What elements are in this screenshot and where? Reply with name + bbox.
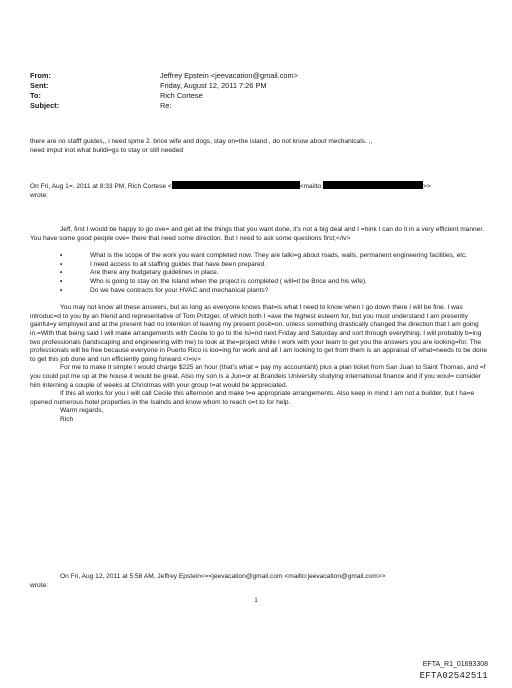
quote-mailto: <mailto: [299, 183, 323, 190]
list-item [30, 252, 488, 261]
quote-wrote: wrote: [30, 191, 48, 199]
page-number: 1 [254, 598, 258, 604]
quote-2-wrote: wrote: [30, 581, 48, 589]
quote-suffix: >> [423, 183, 431, 190]
efta-id-large: EFTA02542511 [419, 671, 488, 681]
efta-id-small: EFTA_R1_01693308 [422, 661, 488, 668]
quote-header-1 [30, 181, 488, 200]
redaction-bar [323, 181, 423, 189]
signature-name: Rich [60, 415, 74, 423]
list-item [30, 287, 488, 296]
quote-header-1-line [30, 181, 488, 192]
bullet-icon: • [60, 260, 63, 268]
from-label: From: [30, 71, 51, 80]
from-value: Jeffrey Epstein <jeevacation@gmail.com> [160, 71, 299, 80]
list-item-text: Do we have contracts for your HVAC and mechanical plants? [90, 286, 269, 294]
subject-value: Re: [160, 101, 172, 110]
list-item [30, 278, 488, 287]
reply-line-1: there are no stafff guides,, i need spme 2. brice wife and dogs, stay on=the island , do not know about mechanicals. ,, [30, 138, 373, 145]
list-item-text: Who is going to stay on the Island when the project is completed ( will=it be Brice and his wife). [90, 277, 367, 285]
quote-2-line: On Fri, Aug 12, 2011 at 5:58 AM, Jeffrey Epstein<=<jeevacation@gmail.com <mailto:jeevacation@gmail.com>> [60, 573, 386, 580]
list-item-text: I need access to all staffing guides that have been prepared. [90, 260, 267, 268]
bullet-icon: • [60, 277, 63, 285]
to-value: Rich Cortese [160, 91, 203, 100]
quote-prefix: On Fri, Aug 1=, 2011 at 8:33 PM, Rich Cortese < [30, 183, 172, 190]
reply-line-2: need imput inot what buildi=gs to stay or still needed [30, 146, 184, 154]
paragraph-4: If this all works for you I will call Cecile this afternoon and make t=e appropriate arrangements. Also keep in mind I am not a builder, but I ha=e opened numerous hotel properties in the Isalnds and know whom to reach o=t to for help. [30, 390, 475, 406]
list-item [30, 261, 488, 270]
subject-label: Subject: [30, 101, 60, 110]
sent-label: Sent: [30, 81, 49, 90]
bullet-icon: • [60, 269, 63, 277]
letter-body [30, 226, 488, 424]
list-item [30, 269, 488, 278]
redaction-bar [172, 181, 300, 189]
quote-header-2 [30, 573, 488, 590]
question-list [30, 252, 488, 295]
paragraph-2: You may not know all these answers, but as long as everyone knows that=is what I need to know when I go down there I will be fine. I was introduc=d to you by an friend and representative of Tom Pritzger, of which both I =ave the highest esteem for, but you must understand I am presently gainful=y employed and at the present had no intention of leaving my present posit=on, unless something drastically changed the direction that I am going in.=With that being said I will make arrangements with Cecile to go to the Isl=nd next Friday and Saturday and sort through everything. I will probably b=ing two professionals (landscaping and engineering with me) to look at the=project while I work with your team to get you the answers you are looking=for. The professionals will be free because everyone in Puerto Rico is loo=ing for work and all I am looking to get from them is an appraisal of what=needs to be done to get this job done and run efficiently going forward.</=iv> [30, 304, 488, 363]
sent-value: Friday, August 12, 2011 7:26 PM [160, 81, 267, 90]
sign-off: Warm regards, [60, 407, 104, 415]
bullet-icon: • [60, 252, 63, 260]
list-item-text: Are there any budgetary guidelines in place. [90, 269, 219, 277]
bullet-icon: • [60, 286, 63, 294]
paragraph-1: Jeff, first I would be happy to go ove= and get all the things that you want done, it's not a big deal and I =hink I can do it in a very efficient manner. You have some good people ove= there that need some direction. But I need to ask some questions first;</iv> [30, 226, 485, 242]
list-item-text: What is the scope of the work you want completed now. They are talki=g about roads, walls, permanent engineering facilities, etc. [90, 252, 468, 260]
reply-body [30, 138, 488, 155]
to-label: To: [30, 91, 41, 100]
paragraph-3: For me to make it simple I would charge $225 an hour (that's what = pay my accountant) plus a plan ticket from San Juan to Saint Thomas, and =f you could put me up at the house it would be great. Also my son is a Jun=or at Brandeis University studying international finance and if you woul= consider him interning a couple of weeks at Christmas with your group t=at would be appreciated. [30, 364, 486, 389]
